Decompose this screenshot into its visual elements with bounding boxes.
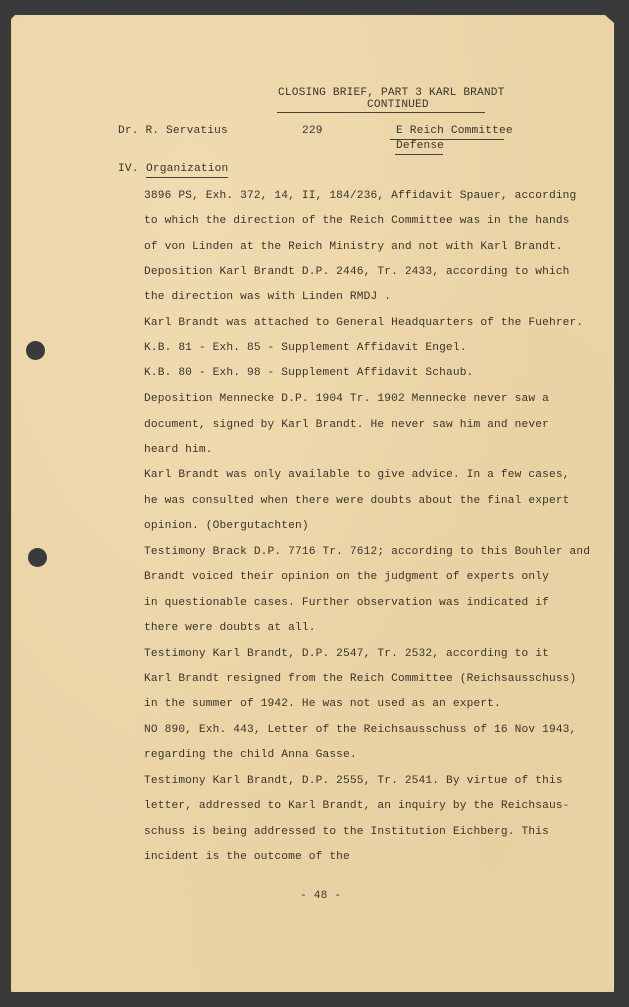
body-line: K.B. 81 - Exh. 85 - Supplement Affidavit Engel.	[144, 342, 467, 354]
section-right-sublabel-underline	[395, 154, 443, 155]
document-number: 229	[302, 125, 323, 137]
document-title: CLOSING BRIEF, PART 3 KARL BRANDT	[278, 87, 505, 99]
punch-hole-bottom	[28, 548, 47, 567]
section-right-sublabel: Defense	[396, 140, 445, 152]
body-line: NO 890, Exh. 443, Letter of the Reichsausschuss of 16 Nov 1943,	[144, 724, 577, 736]
body-line: Deposition Mennecke D.P. 1904 Tr. 1902 Mennecke never saw a	[144, 393, 549, 405]
body-line: to which the direction of the Reich Committee was in the hands	[144, 215, 570, 227]
body-line: Testimony Karl Brandt, D.P. 2555, Tr. 2541. By virtue of this	[144, 775, 563, 787]
body-line: document, signed by Karl Brandt. He never saw him and never	[144, 419, 549, 431]
body-line: 3896 PS, Exh. 372, 14, II, 184/236, Affidavit Spauer, according	[144, 190, 577, 202]
document-title-continued: CONTINUED	[367, 99, 429, 111]
author-name: Dr. R. Servatius	[118, 125, 228, 137]
body-line: opinion. (Obergutachten)	[144, 520, 309, 532]
punch-hole-top	[26, 341, 45, 360]
body-line: K.B. 80 - Exh. 98 - Supplement Affidavit Schaub.	[144, 367, 474, 379]
body-line: heard him.	[144, 444, 213, 456]
section-heading: Organization	[146, 162, 228, 178]
body-line: incident is the outcome of the	[144, 851, 350, 863]
body-line: regarding the child Anna Gasse.	[144, 749, 357, 761]
section-numeral: IV.	[118, 163, 139, 175]
title-underline	[277, 112, 485, 113]
body-line: Brandt voiced their opinion on the judgment of experts only	[144, 571, 549, 583]
body-line: Karl Brandt was attached to General Headquarters of the Fuehrer.	[144, 317, 584, 329]
body-line: there were doubts at all.	[144, 622, 316, 634]
body-line: in questionable cases. Further observation was indicated if	[144, 597, 549, 609]
body-line: Testimony Karl Brandt, D.P. 2547, Tr. 2532, according to it	[144, 648, 549, 660]
body-line: Testimony Brack D.P. 7716 Tr. 7612; according to this Bouhler and	[144, 546, 591, 558]
section-right-label: E Reich Committee	[396, 125, 513, 137]
body-line: Deposition Karl Brandt D.P. 2446, Tr. 2433, according to which	[144, 266, 570, 278]
page-number: - 48 -	[300, 890, 342, 902]
body-line: in the summer of 1942. He was not used as an expert.	[144, 698, 501, 710]
body-line: Karl Brandt was only available to give advice. In a few cases,	[144, 469, 570, 481]
body-line: letter, addressed to Karl Brandt, an inquiry by the Reichsaus-	[144, 800, 570, 812]
body-line: the direction was with Linden RMDJ .	[144, 291, 392, 303]
body-line: he was consulted when there were doubts about the final expert	[144, 495, 570, 507]
body-line: Karl Brandt resigned from the Reich Committee (Reichsausschuss)	[144, 673, 577, 685]
body-line: of von Linden at the Reich Ministry and not with Karl Brandt.	[144, 241, 563, 253]
body-line: schuss is being addressed to the Institution Eichberg. This	[144, 826, 549, 838]
